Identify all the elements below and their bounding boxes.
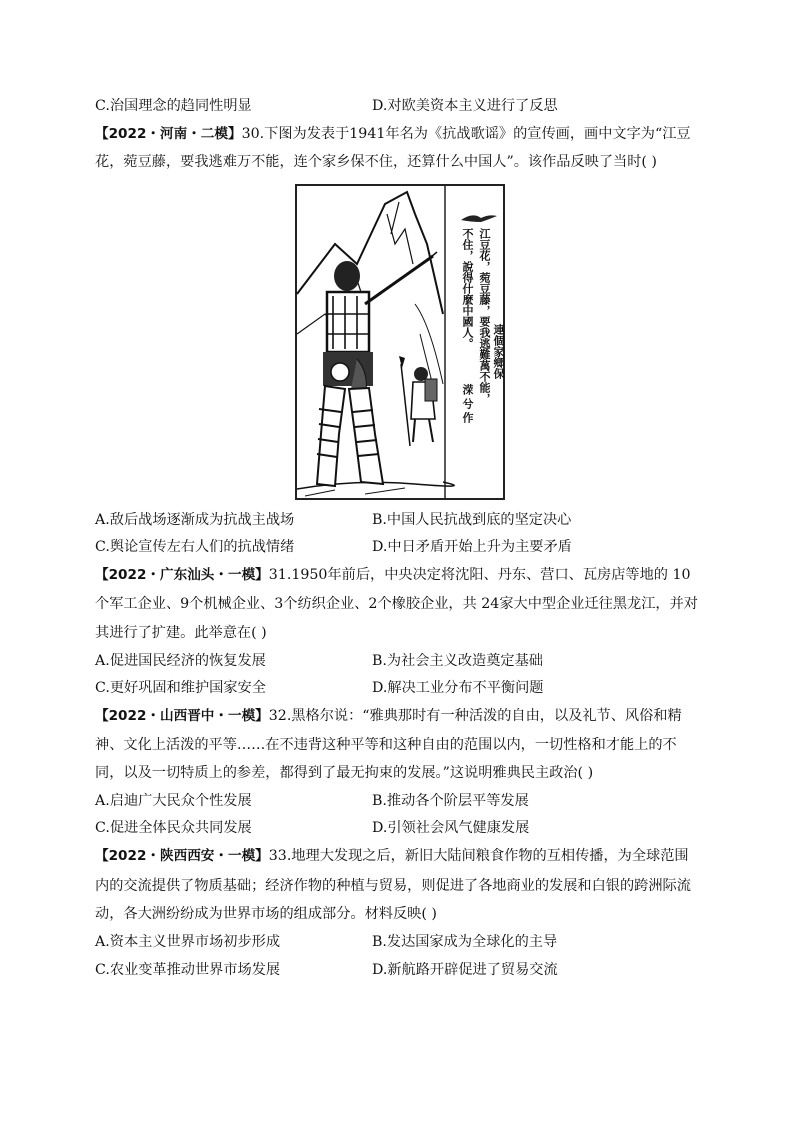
q30-option-a: A.敌后战场逐渐成为抗战主战场: [95, 512, 295, 528]
q32-option-b: B.推动各个阶层平等发展: [372, 793, 529, 809]
q33-stem-line1: 【2022・陕西西安・一模】33.地理大发现之后，新旧大陆间粮食作物的互相传播，为全球范围: [95, 848, 689, 864]
q32-source: 【2022・山西晋中・一模】: [95, 708, 269, 724]
q32-option-a: A.启迪广大民众个性发展: [95, 793, 252, 809]
q31-source: 【2022・广东汕头・一模】: [95, 567, 269, 583]
q32-stem-line3: 同，以及一切特质上的参差，都得到了最无拘束的发展。”这说明雅典民主政治( ): [95, 765, 594, 781]
poster-text-col1: 江豆花，菀豆藤，要我逃難萬不能，: [478, 228, 491, 404]
q31-stem-line3: 其进行了扩建。此举意在( ): [95, 625, 267, 641]
q31-option-c: C.更好巩固和维护国家安全: [95, 680, 266, 696]
q32-stem-line2: 神、文化上活泼的平等……在不违背这种平等和这种自由的范围以内，一切性格和才能上的不: [95, 737, 677, 753]
q30-option-b: B.中国人民抗战到底的坚定决心: [372, 512, 572, 528]
q33-stem-line2: 内的交流提供了物质基础；经济作物的种植与贸易，则促进了各地商业的发展和白银的跨洲际流: [95, 878, 691, 894]
q30-option-c: C.舆论宣传左右人们的抗战情绪: [95, 539, 295, 555]
q29-option-c: C.治国理念的趋同性明显: [95, 98, 252, 114]
q30-source: 【2022・河南・二模】: [95, 126, 242, 142]
propaganda-poster: [295, 184, 505, 500]
q33-source: 【2022・陕西西安・一模】: [95, 848, 269, 864]
q31-stem-line1: 【2022・广东汕头・一模】31.1950年前后，中央决定将沈阳、丹东、营口、瓦房店等地的 10: [95, 567, 691, 583]
poster-author: 溁兮作: [461, 384, 474, 426]
q30-stem-line1: 【2022・河南・二模】30.下图为发表于1941年名为《抗战歌谣》的宣传画，画中文字为“江豆: [95, 126, 691, 142]
q32-stem-line1: 【2022・山西晋中・一模】32.黑格尔说：“雅典那时有一种活泼的自由，以及礼节、风俗和精: [95, 708, 682, 724]
q33-option-b: B.发达国家成为全球化的主导: [372, 934, 558, 950]
q29-option-d: D.对欧美资本主义进行了反思: [372, 98, 558, 114]
q33-option-d: D.新航路开辟促进了贸易交流: [372, 962, 558, 978]
q31-stem-line2: 个军工企业、9个机械企业、3个纺织企业、2个橡胶企业，共 24家大中型企业迁往黑龙江，并对: [95, 596, 698, 612]
q32-option-d: D.引领社会风气健康发展: [372, 820, 530, 836]
poster-text-col3: 不住，說得什麼中國人。: [461, 228, 474, 349]
q33-option-c: C.农业变革推动世界市场发展: [95, 962, 281, 978]
q31-option-a: A.促进国民经济的恢复发展: [95, 653, 266, 669]
q30-stem-line2: 花，菀豆藤，要我逃难万不能，连个家乡保不住，还算什么中国人”。该作品反映了当时( ): [95, 154, 657, 170]
poster-text-col2: 連個家鄉保: [492, 324, 505, 379]
q31-option-b: B.为社会主义改造奠定基础: [372, 653, 543, 669]
q30-option-d: D.中日矛盾开始上升为主要矛盾: [372, 539, 572, 555]
q33-stem-line3: 动，各大洲纷纷成为世界市场的组成部分。材料反映( ): [95, 906, 437, 922]
q31-option-d: D.解决工业分布不平衡问题: [372, 680, 544, 696]
q32-option-c: C.促进全体民众共同发展: [95, 820, 252, 836]
q33-option-a: A.资本主义世界市场初步形成: [95, 934, 281, 950]
